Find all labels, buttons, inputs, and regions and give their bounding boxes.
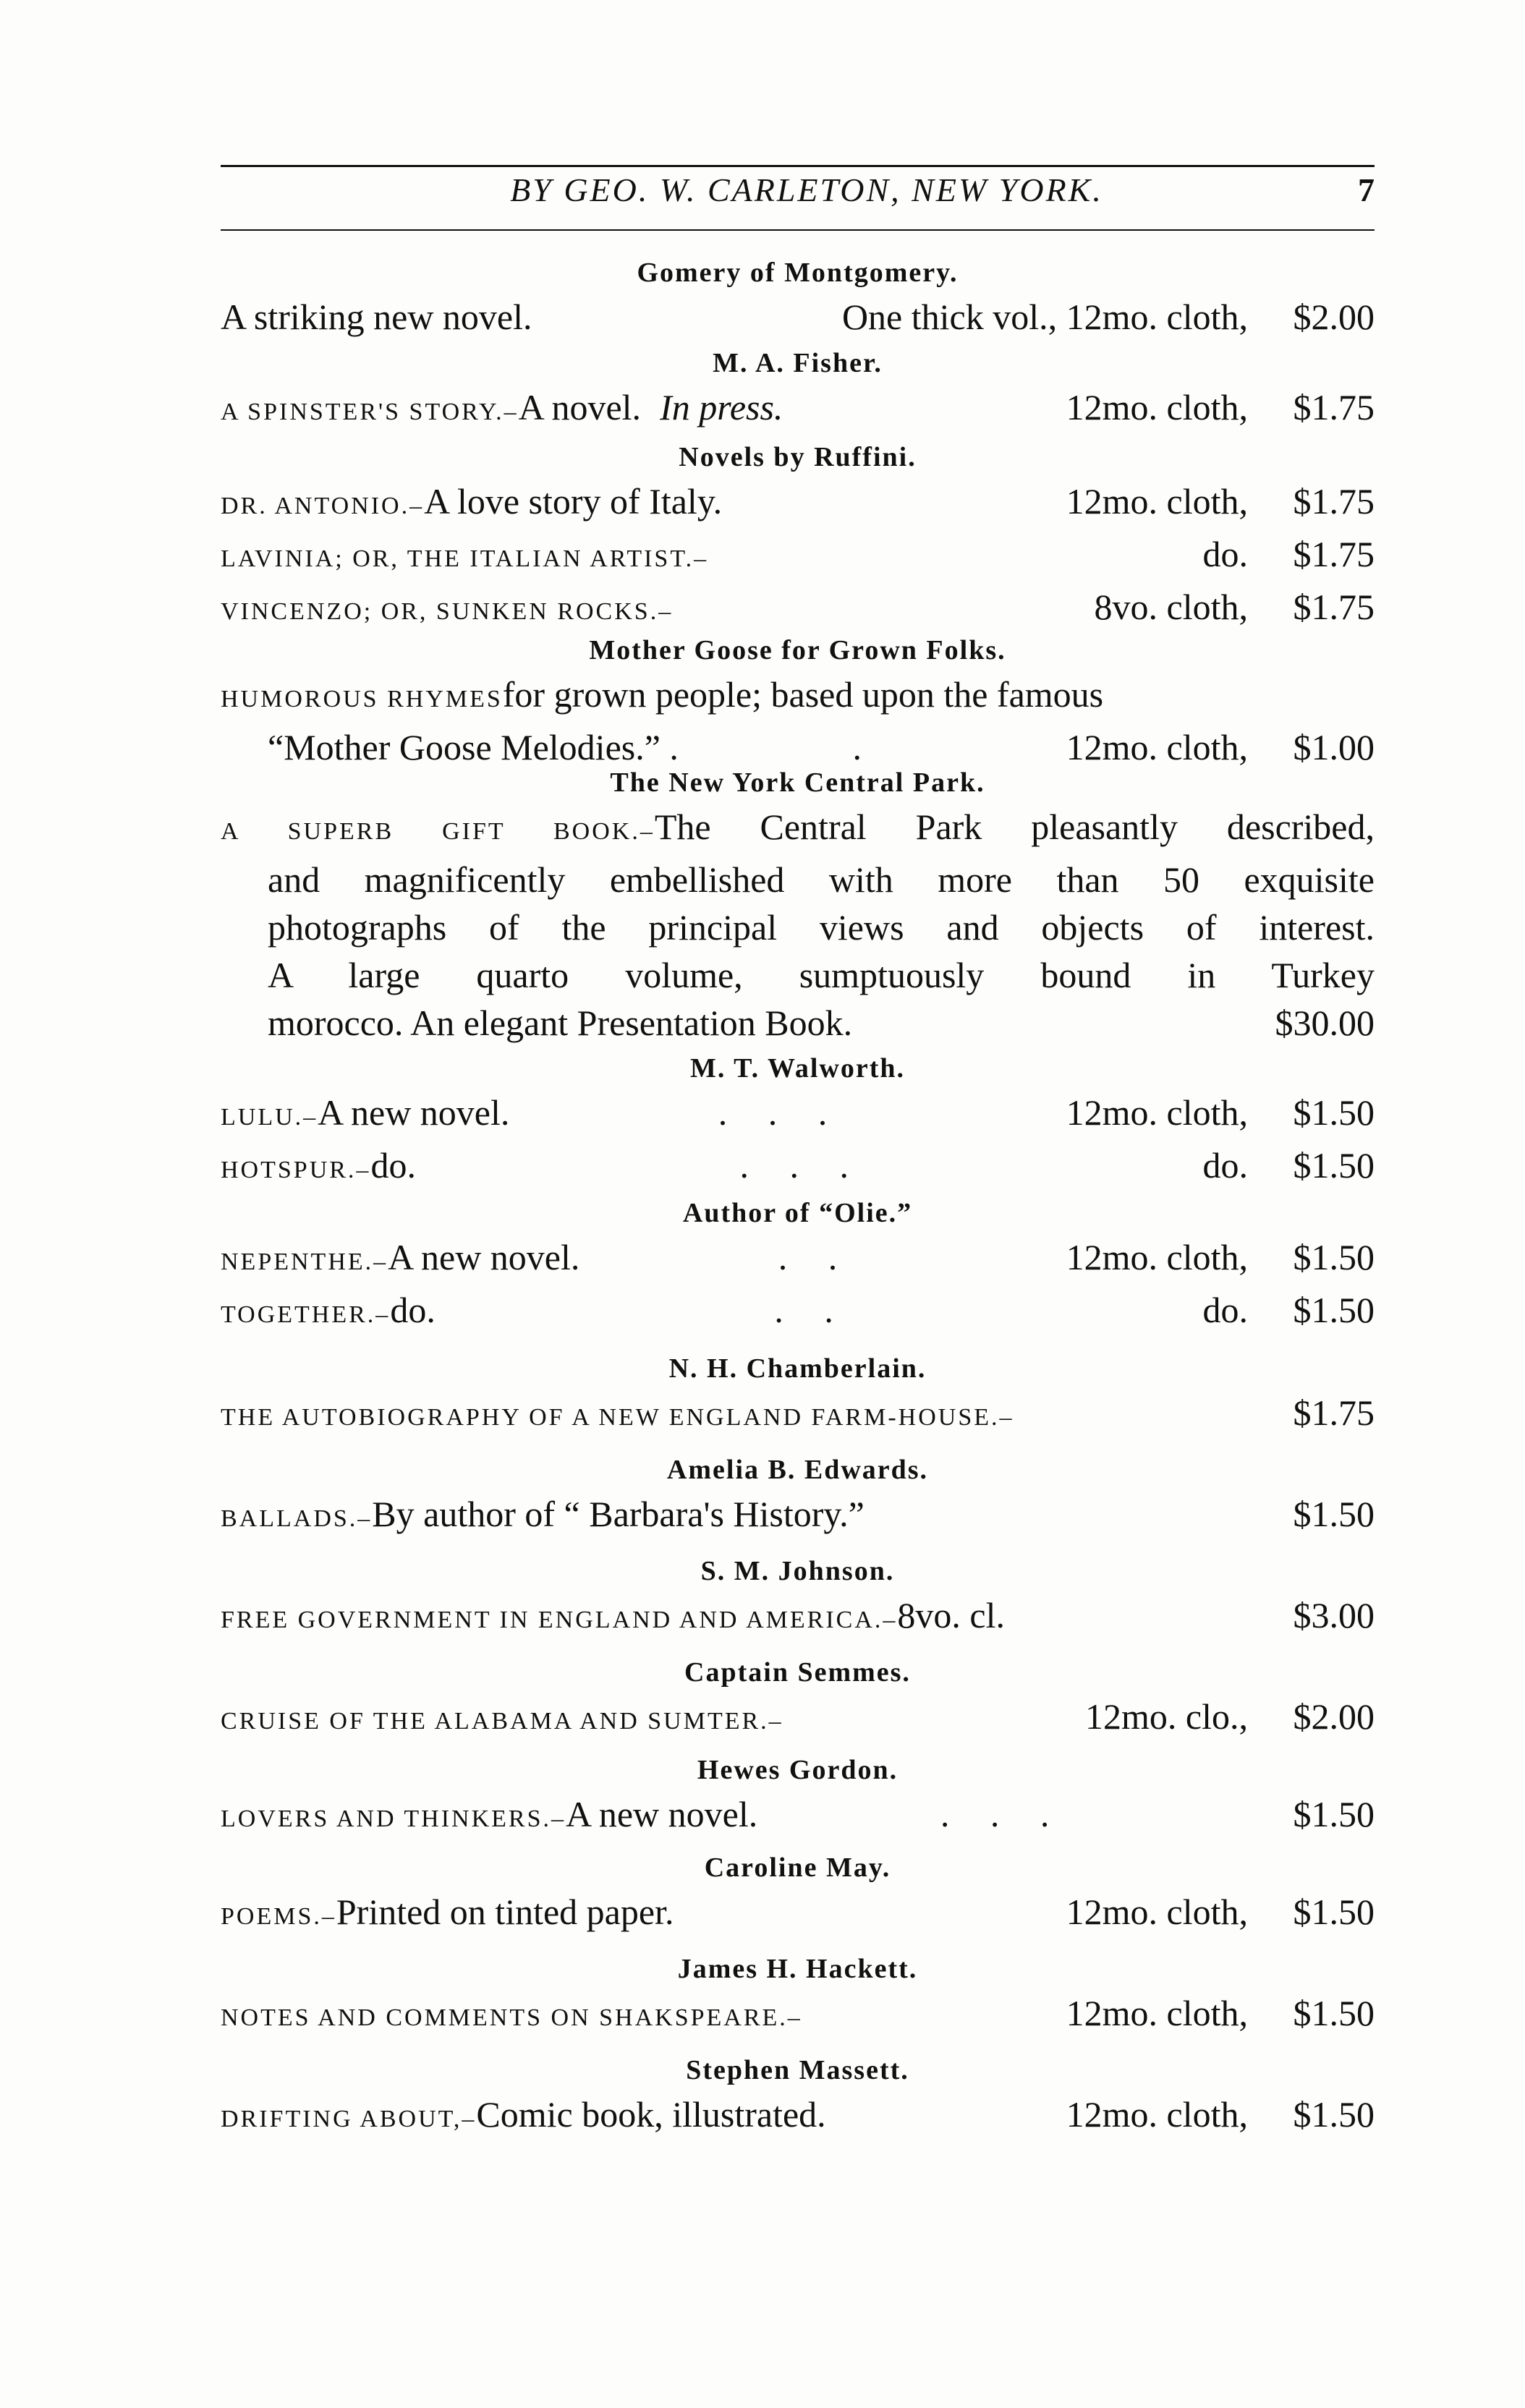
catalog-entry <box>221 1197 1375 1339</box>
price: $1.75 <box>1293 387 1375 427</box>
leader-space <box>757 1790 1248 1838</box>
price: $1.75 <box>1293 1392 1375 1433</box>
author-heading: James H. Hackett. <box>677 1954 918 1984</box>
catalog-entry <box>221 1454 1375 1543</box>
book-title: LOVERS AND THINKERS.– <box>221 1805 566 1832</box>
book-description: The Central Park pleasantly described, <box>654 807 1375 847</box>
catalog-entry <box>221 1555 1375 1644</box>
catalog-entry <box>221 1754 1375 1843</box>
dot-leader: . . <box>774 1290 849 1330</box>
leader-space <box>579 1233 1051 1281</box>
book-description: Printed on tinted paper. <box>336 1892 674 1932</box>
binding-format: 12mo. cloth, <box>1066 481 1248 522</box>
book-title: DR. ANTONIO.– <box>221 493 425 519</box>
author-heading: The New York Central Park. <box>610 767 985 798</box>
book-title: FREE GOVERNMENT IN ENGLAND AND AMERICA.– <box>221 1607 898 1633</box>
book-title: TOGETHER.– <box>221 1301 391 1328</box>
leader-space <box>679 723 1052 771</box>
binding-format: 12mo. cloth, <box>1066 1993 1248 2033</box>
price: $2.00 <box>1293 1696 1375 1737</box>
listing-line <box>221 383 1375 436</box>
binding-format: do. <box>1202 1145 1248 1186</box>
dot-leader: . . . <box>718 1092 844 1133</box>
header-rule-bottom <box>221 229 1375 231</box>
paragraph-line <box>221 803 1375 856</box>
author-heading: Captain Semmes. <box>684 1657 911 1688</box>
book-title: CRUISE OF THE ALABAMA AND SUMTER.– <box>221 1708 783 1735</box>
price: $1.50 <box>1293 1290 1375 1330</box>
catalog-entry <box>221 767 1375 1047</box>
book-title: NEPENTHE.– <box>221 1248 388 1275</box>
book-description: Comic book, illustrated. <box>476 2094 826 2135</box>
binding-format: 12mo. cloth, <box>1066 387 1248 427</box>
book-title: LAVINIA; OR, THE ITALIAN ARTIST.– <box>221 545 709 572</box>
book-description: A novel. <box>518 387 642 427</box>
price: $30.00 <box>1275 1003 1375 1043</box>
catalog-entry <box>221 347 1375 436</box>
binding-format: 12mo. cloth, <box>1066 2094 1248 2135</box>
binding-format: do. <box>1202 1290 1248 1330</box>
author-heading: Author of “Olie.” <box>682 1198 913 1228</box>
book-title: POEMS.– <box>221 1903 336 1930</box>
listing-line <box>221 671 1375 723</box>
listing-line <box>221 951 1375 999</box>
listing-line <box>221 723 1375 771</box>
price: $3.00 <box>1293 1595 1375 1635</box>
book-description: A large quarto volume, sumptuously bound in Turkey <box>268 955 1375 995</box>
listing-line <box>221 583 1375 636</box>
catalog-entry <box>221 2054 1375 2143</box>
binding-format: 12mo. clo., <box>1085 1696 1248 1737</box>
book-title: BALLADS.– <box>221 1505 373 1532</box>
price: $1.50 <box>1293 1092 1375 1133</box>
book-description: A new novel. <box>318 1092 510 1133</box>
author-heading: Caroline May. <box>704 1852 891 1883</box>
book-title: VINCENZO; OR, SUNKEN ROCKS.– <box>221 598 674 625</box>
book-description: By author of “ Barbara's History.” <box>372 1494 865 1534</box>
price: $1.50 <box>1293 1237 1375 1277</box>
catalog-entry <box>221 1953 1375 2042</box>
price: $1.50 <box>1293 1145 1375 1186</box>
price: $1.75 <box>1293 587 1375 627</box>
binding-format: 12mo. cloth, <box>1066 1892 1248 1932</box>
listing-line <box>221 2090 1375 2143</box>
author-heading: Hewes Gordon. <box>697 1755 899 1785</box>
book-description: “Mother Goose Melodies.” . <box>268 727 679 767</box>
listing-line <box>221 1233 1375 1286</box>
listing-line <box>221 856 1375 903</box>
listing-line <box>221 1591 1375 1644</box>
listing-line <box>221 530 1375 583</box>
listing-line <box>221 1141 1375 1194</box>
book-description: A love story of Italy. <box>424 481 723 522</box>
price: $1.50 <box>1293 2094 1375 2135</box>
author-heading: Stephen Massett. <box>686 2055 909 2085</box>
paragraph-line <box>268 856 1375 903</box>
catalog-entry <box>221 1852 1375 1941</box>
catalog-entry <box>221 441 1375 636</box>
dot-leader: . . <box>778 1237 854 1277</box>
book-description: do. <box>390 1290 436 1330</box>
book-title: A SUPERB GIFT BOOK.– <box>221 818 655 845</box>
catalog-entry <box>221 257 1375 341</box>
book-title: HUMOROUS RHYMES <box>221 686 503 712</box>
listing-line <box>221 903 1375 951</box>
book-description: morocco. An elegant Presentation Book. <box>268 1003 853 1043</box>
book-title: NOTES AND COMMENTS ON SHAKSPEARE.– <box>221 2004 802 2031</box>
book-title: A SPINSTER'S STORY.– <box>221 399 519 425</box>
listing-line <box>221 1888 1375 1941</box>
author-heading: M. T. Walworth. <box>689 1053 906 1084</box>
book-description: A striking new novel. <box>221 297 532 337</box>
author-heading: M. A. Fisher. <box>713 348 883 378</box>
press-note: In press. <box>660 387 783 427</box>
binding-format: do. <box>1202 534 1248 574</box>
book-description: for grown people; based upon the famous <box>502 674 1104 715</box>
book-description: photographs of the principal views and objects of interest. <box>268 907 1375 948</box>
book-title: THE AUTOBIOGRAPHY OF A NEW ENGLAND FARM-HOUSE.– <box>221 1404 1014 1431</box>
catalog-entry <box>221 1353 1375 1442</box>
dot-leader: . . . <box>739 1145 865 1186</box>
book-description: A new novel. <box>566 1794 758 1834</box>
listing-line <box>221 1790 1375 1843</box>
price: $1.50 <box>1293 1892 1375 1932</box>
price: $2.00 <box>1293 297 1375 337</box>
dot-leader: . <box>852 727 878 767</box>
price: $1.50 <box>1293 1993 1375 2033</box>
author-heading: Amelia B. Edwards. <box>666 1455 929 1485</box>
book-description: do. <box>370 1145 416 1186</box>
book-description: and magnificently embellished with more than 50 exquisite <box>268 859 1375 900</box>
binding-format: 8vo. cloth, <box>1094 587 1248 627</box>
book-title: HOTSPUR.– <box>221 1157 371 1183</box>
paragraph-line <box>268 951 1375 999</box>
listing-line <box>221 1286 1375 1339</box>
listing-line <box>221 1389 1375 1442</box>
leader-space <box>436 1286 1189 1334</box>
paragraph-line <box>268 903 1375 951</box>
author-heading: N. H. Chamberlain. <box>668 1353 927 1384</box>
dot-leader: . . . <box>940 1794 1066 1834</box>
listing-line <box>221 1693 1375 1745</box>
book-title: LULU.– <box>221 1104 318 1131</box>
book-description: A new novel. <box>388 1237 580 1277</box>
author-heading: Mother Goose for Grown Folks. <box>589 635 1006 665</box>
catalog-entry <box>221 634 1375 771</box>
listing-line <box>221 999 1375 1047</box>
book-title: DRIFTING ABOUT,– <box>221 2106 477 2132</box>
listing-line <box>221 1089 1375 1141</box>
leader-space <box>416 1141 1189 1189</box>
price: $1.75 <box>1293 481 1375 522</box>
catalog-entry <box>221 1656 1375 1745</box>
price: $1.50 <box>1293 1494 1375 1534</box>
listing-line <box>221 293 1375 341</box>
listing-line <box>221 1490 1375 1543</box>
author-heading: S. M. Johnson. <box>700 1556 895 1586</box>
binding-format: 12mo. cloth, <box>1066 1237 1248 1277</box>
author-heading: Novels by Ruffini. <box>679 442 917 472</box>
price: $1.00 <box>1293 727 1375 767</box>
author-heading: Gomery of Montgomery. <box>637 258 959 288</box>
page-number: 7 <box>1358 171 1375 208</box>
leader-space <box>509 1089 1051 1136</box>
price: $1.50 <box>1293 1794 1375 1834</box>
binding-format: 12mo. cloth, <box>1066 1092 1248 1133</box>
header-rule-top <box>221 165 1375 167</box>
binding-format: 12mo. cloth, <box>1066 727 1248 767</box>
listing-line <box>221 803 1375 856</box>
binding-format: One thick vol., 12mo. cloth, <box>841 297 1248 337</box>
listing-line <box>221 477 1375 530</box>
listing-line <box>221 1989 1375 2042</box>
running-head: BY GEO. W. CARLETON, NEW YORK. <box>510 171 1103 208</box>
price: $1.75 <box>1293 534 1375 574</box>
catalog-entry <box>221 1052 1375 1194</box>
book-description: 8vo. cl. <box>897 1595 1005 1635</box>
